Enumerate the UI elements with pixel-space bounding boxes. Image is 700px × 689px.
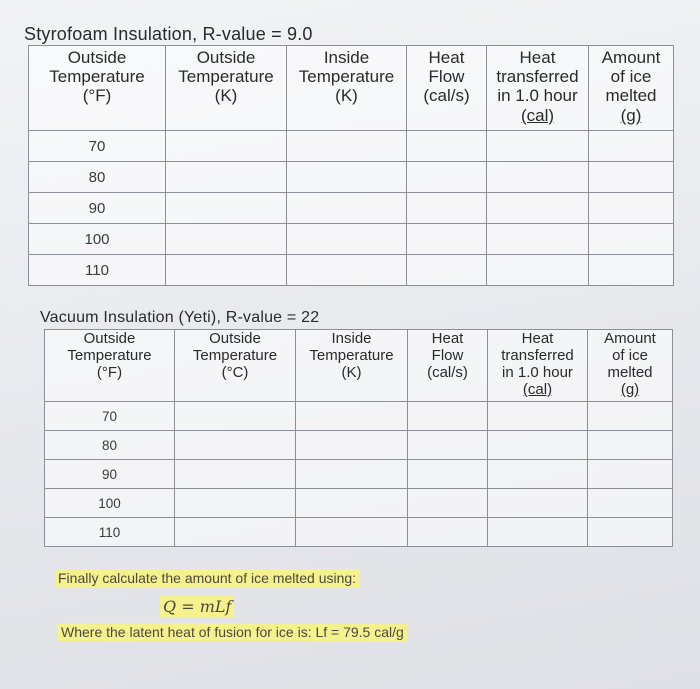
vacuum-table-title: Vacuum Insulation (Yeti), R-value = 22: [40, 309, 320, 326]
cell-inside-temp-k[interactable]: [296, 402, 408, 431]
header-heat-transferred: Heat transferred in 1.0 hour (cal): [488, 330, 588, 402]
cell-inside-temp-k[interactable]: [287, 193, 407, 224]
cell-inside-temp-k[interactable]: [287, 255, 407, 286]
cell-outside-temp-c[interactable]: [175, 402, 296, 431]
cell-heat-transferred[interactable]: [488, 431, 588, 460]
cell-inside-temp-k[interactable]: [296, 489, 408, 518]
header-inside-temp-k: Inside Temperature (K): [296, 330, 408, 402]
cell-outside-temp-c[interactable]: [175, 489, 296, 518]
table-row: [45, 518, 673, 547]
cell-outside-temp-k[interactable]: [166, 255, 287, 286]
vacuum-table: [44, 329, 673, 547]
row-outside-temp: 100: [29, 224, 166, 255]
cell-outside-temp-k[interactable]: [166, 224, 287, 255]
table-row: [45, 402, 673, 431]
cell-ice-melted[interactable]: [588, 402, 673, 431]
cell-heat-flow[interactable]: [407, 224, 487, 255]
cell-outside-temp-k[interactable]: [166, 131, 287, 162]
cell-inside-temp-k[interactable]: [296, 460, 408, 489]
row-outside-temp: 80: [29, 162, 166, 193]
row-outside-temp: 70: [29, 131, 166, 162]
row-outside-temp: 70: [45, 402, 175, 431]
table-row: [29, 162, 674, 193]
header-heat-flow: Heat Flow (cal/s): [407, 46, 487, 131]
styrofoam-table: [28, 45, 674, 286]
header-row: [29, 46, 674, 131]
cell-ice-melted[interactable]: [589, 255, 674, 286]
header-outside-temp-f: Outside Temperature (°F): [45, 330, 175, 402]
header-ice-melted: Amount of ice melted (g): [588, 330, 673, 402]
cell-ice-melted[interactable]: [589, 162, 674, 193]
cell-outside-temp-c[interactable]: [175, 431, 296, 460]
header-row: [45, 330, 673, 402]
cell-outside-temp-c[interactable]: [175, 518, 296, 547]
cell-heat-flow[interactable]: [408, 518, 488, 547]
table-row: [29, 224, 674, 255]
cell-heat-transferred[interactable]: [487, 224, 589, 255]
cell-heat-flow[interactable]: [408, 460, 488, 489]
row-outside-temp: 100: [45, 489, 175, 518]
cell-inside-temp-k[interactable]: [296, 431, 408, 460]
cell-heat-transferred[interactable]: [487, 162, 589, 193]
row-outside-temp: 90: [45, 460, 175, 489]
cell-ice-melted[interactable]: [588, 489, 673, 518]
cell-outside-temp-k[interactable]: [166, 162, 287, 193]
header-outside-temp-k: Outside Temperature (K): [166, 46, 287, 131]
cell-heat-flow[interactable]: [408, 402, 488, 431]
ice-melt-formula: Q = mLf: [160, 596, 234, 617]
final-instruction: Finally calculate the amount of ice melted using:: [55, 569, 359, 587]
cell-ice-melted[interactable]: [588, 460, 673, 489]
header-outside-temp-f: Outside Temperature (°F): [29, 46, 166, 131]
cell-heat-transferred[interactable]: [488, 518, 588, 547]
table-row: [45, 489, 673, 518]
cell-inside-temp-k[interactable]: [287, 224, 407, 255]
cell-heat-transferred[interactable]: [488, 402, 588, 431]
cell-heat-transferred[interactable]: [487, 255, 589, 286]
cell-outside-temp-k[interactable]: [166, 193, 287, 224]
row-outside-temp: 80: [45, 431, 175, 460]
cell-heat-flow[interactable]: [408, 431, 488, 460]
table-row: [29, 131, 674, 162]
cell-outside-temp-c[interactable]: [175, 460, 296, 489]
cell-heat-transferred[interactable]: [487, 131, 589, 162]
cell-ice-melted[interactable]: [589, 193, 674, 224]
cell-heat-flow[interactable]: [407, 162, 487, 193]
cell-inside-temp-k[interactable]: [296, 518, 408, 547]
cell-heat-transferred[interactable]: [487, 193, 589, 224]
cell-ice-melted[interactable]: [589, 131, 674, 162]
cell-heat-flow[interactable]: [407, 193, 487, 224]
table-row: [45, 431, 673, 460]
header-outside-temp-c: Outside Temperature (°C): [175, 330, 296, 402]
cell-ice-melted[interactable]: [588, 431, 673, 460]
cell-heat-transferred[interactable]: [488, 489, 588, 518]
row-outside-temp: 110: [45, 518, 175, 547]
cell-heat-flow[interactable]: [407, 131, 487, 162]
cell-ice-melted[interactable]: [589, 224, 674, 255]
cell-inside-temp-k[interactable]: [287, 131, 407, 162]
table-row: [45, 460, 673, 489]
cell-heat-flow[interactable]: [407, 255, 487, 286]
header-ice-melted: Amount of ice melted (g): [589, 46, 674, 131]
styrofoam-table-title: Styrofoam Insulation, R-value = 9.0: [24, 24, 313, 44]
row-outside-temp: 90: [29, 193, 166, 224]
cell-heat-transferred[interactable]: [488, 460, 588, 489]
latent-heat-note: Where the latent heat of fusion for ice is: Lf = 79.5 cal/g: [58, 623, 407, 641]
header-inside-temp-k: Inside Temperature (K): [287, 46, 407, 131]
header-heat-flow: Heat Flow (cal/s): [408, 330, 488, 402]
row-outside-temp: 110: [29, 255, 166, 286]
cell-heat-flow[interactable]: [408, 489, 488, 518]
header-heat-transferred: Heat transferred in 1.0 hour (cal): [487, 46, 589, 131]
table-row: [29, 255, 674, 286]
table-row: [29, 193, 674, 224]
cell-inside-temp-k[interactable]: [287, 162, 407, 193]
cell-ice-melted[interactable]: [588, 518, 673, 547]
